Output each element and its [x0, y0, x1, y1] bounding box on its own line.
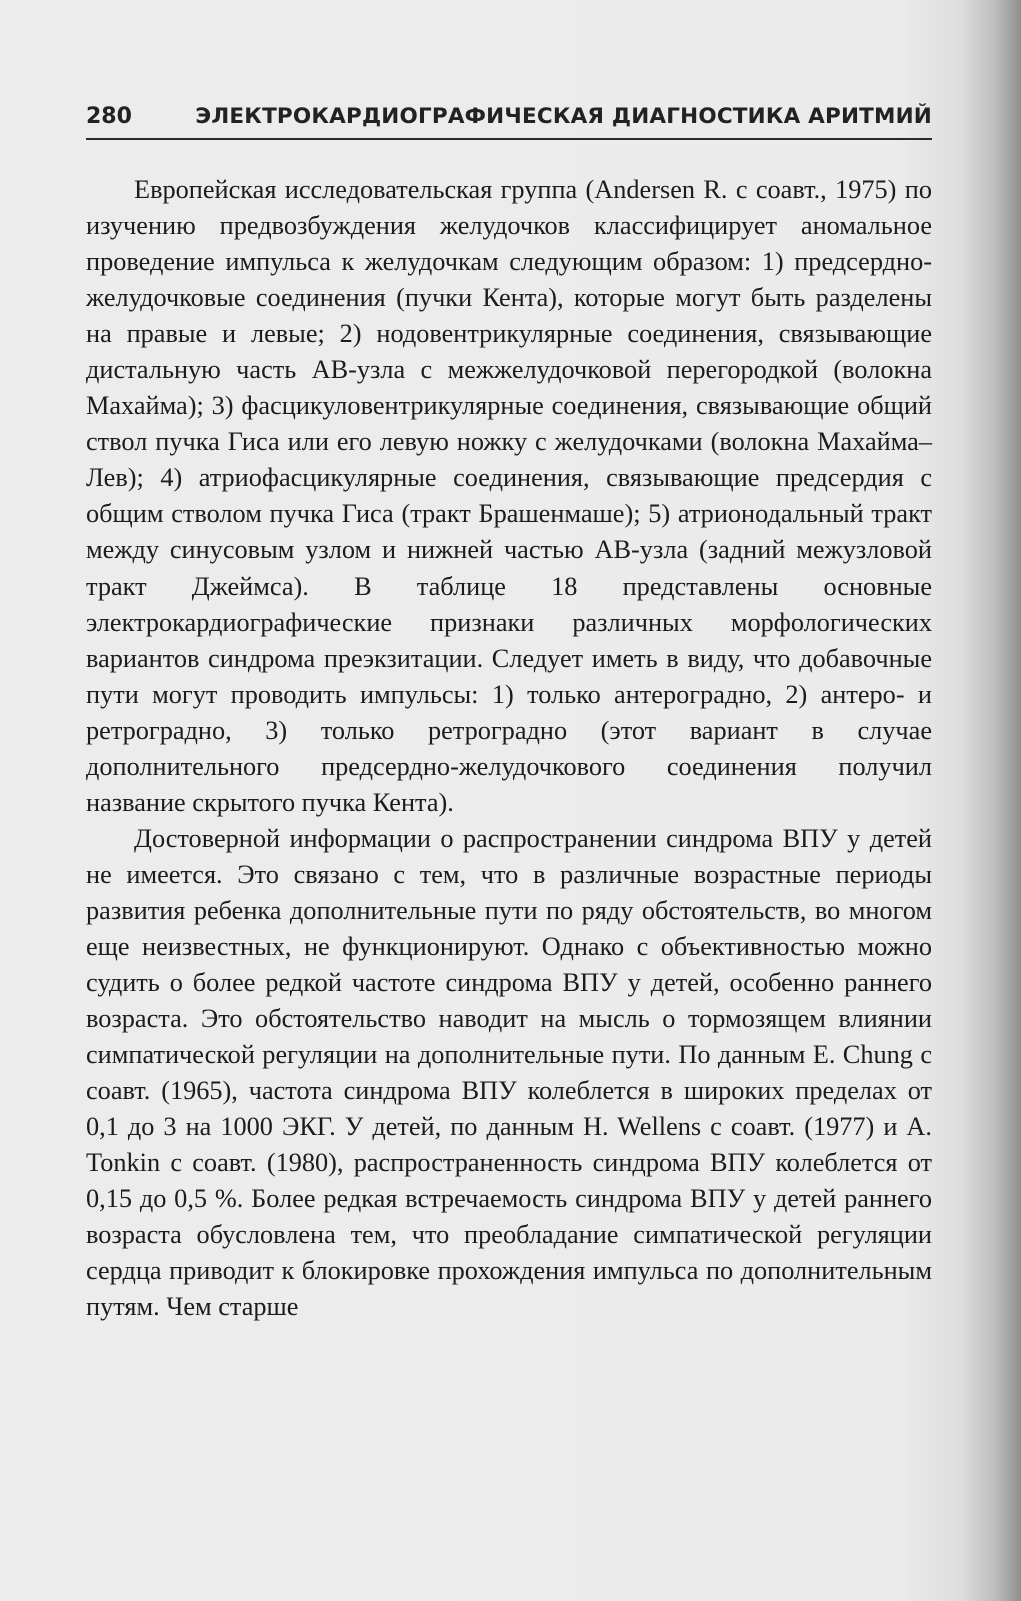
body-text [86, 172, 932, 1326]
paragraph: Достоверной информации о распространении синдрома ВПУ у детей не имеется. Это связано с тем, что в различные возрастные периоды развития ребенка дополнительные пути по ряду обстоятельств, во многом еще неизвестных, не функционируют. Однако с объективностью можно судить о более редкой частоте синдрома ВПУ у детей, особенно раннего возраста. Это обстоятельство наводит на мысль о тормозящем влиянии симпатической регуляции на дополнительные пути. По данным E. Chung с соавт. (1965), частота синдрома ВПУ колеблется в широких пределах от 0,1 до 3 на 1000 ЭКГ. У детей, по данным H. Wellens с соавт. (1977) и A. Tonkin с соавт. (1980), распространенность синдрома ВПУ колеблется от 0,15 до 0,5 %. Более редкая встречаемость синдрома ВПУ у детей раннего возраста обусловлена тем, что преобладание симпатической регуляции сердца приводит к блокировке прохождения импульса по дополнительным путям. Чем старше [86, 823, 932, 1322]
running-title: ЭЛЕКТРОКАРДИОГРАФИЧЕСКАЯ ДИАГНОСТИКА АРИТМИЙ [195, 104, 932, 129]
page-header [86, 98, 932, 140]
paragraph: Европейская исследовательская группа (Andersen R. с соавт., 1975) по изучению предвозбуждения желудочков классифицирует аномальное проведение импульса к желудочкам следующим образом: 1) предсердно-желудочковые соединения (пучки Кента), которые могут быть разделены на правые и левые; 2) нодовентрикулярные соединения, связывающие дистальную часть АВ-узла с межжелудочковой перегородкой (волокна Махайма); 3) фасцикуловентрикулярные соединения, связывающие общий ствол пучка Гиса или его левую ножку с желудочками (волокна Махайма–Лев); 4) атриофасцикулярные соединения, связывающие предсердия с общим стволом пучка Гиса (тракт Брашенмаше); 5) атрионодальный тракт между синусовым узлом и нижней частью АВ-узла (задний межузловой тракт Джеймса). В таблице 18 представлены основные электрокардиографические признаки различных морфологических вариантов синдрома преэкзитации. Следует иметь в виду, что добавочные пути могут проводить импульсы: 1) только антероградно, 2) антеро- и ретроградно, 3) только ретроградно (этот вариант в случае дополнительного предсердно-желудочкового соединения получил название скрытого пучка Кента). [86, 175, 932, 817]
page-number: 280 [86, 104, 132, 129]
